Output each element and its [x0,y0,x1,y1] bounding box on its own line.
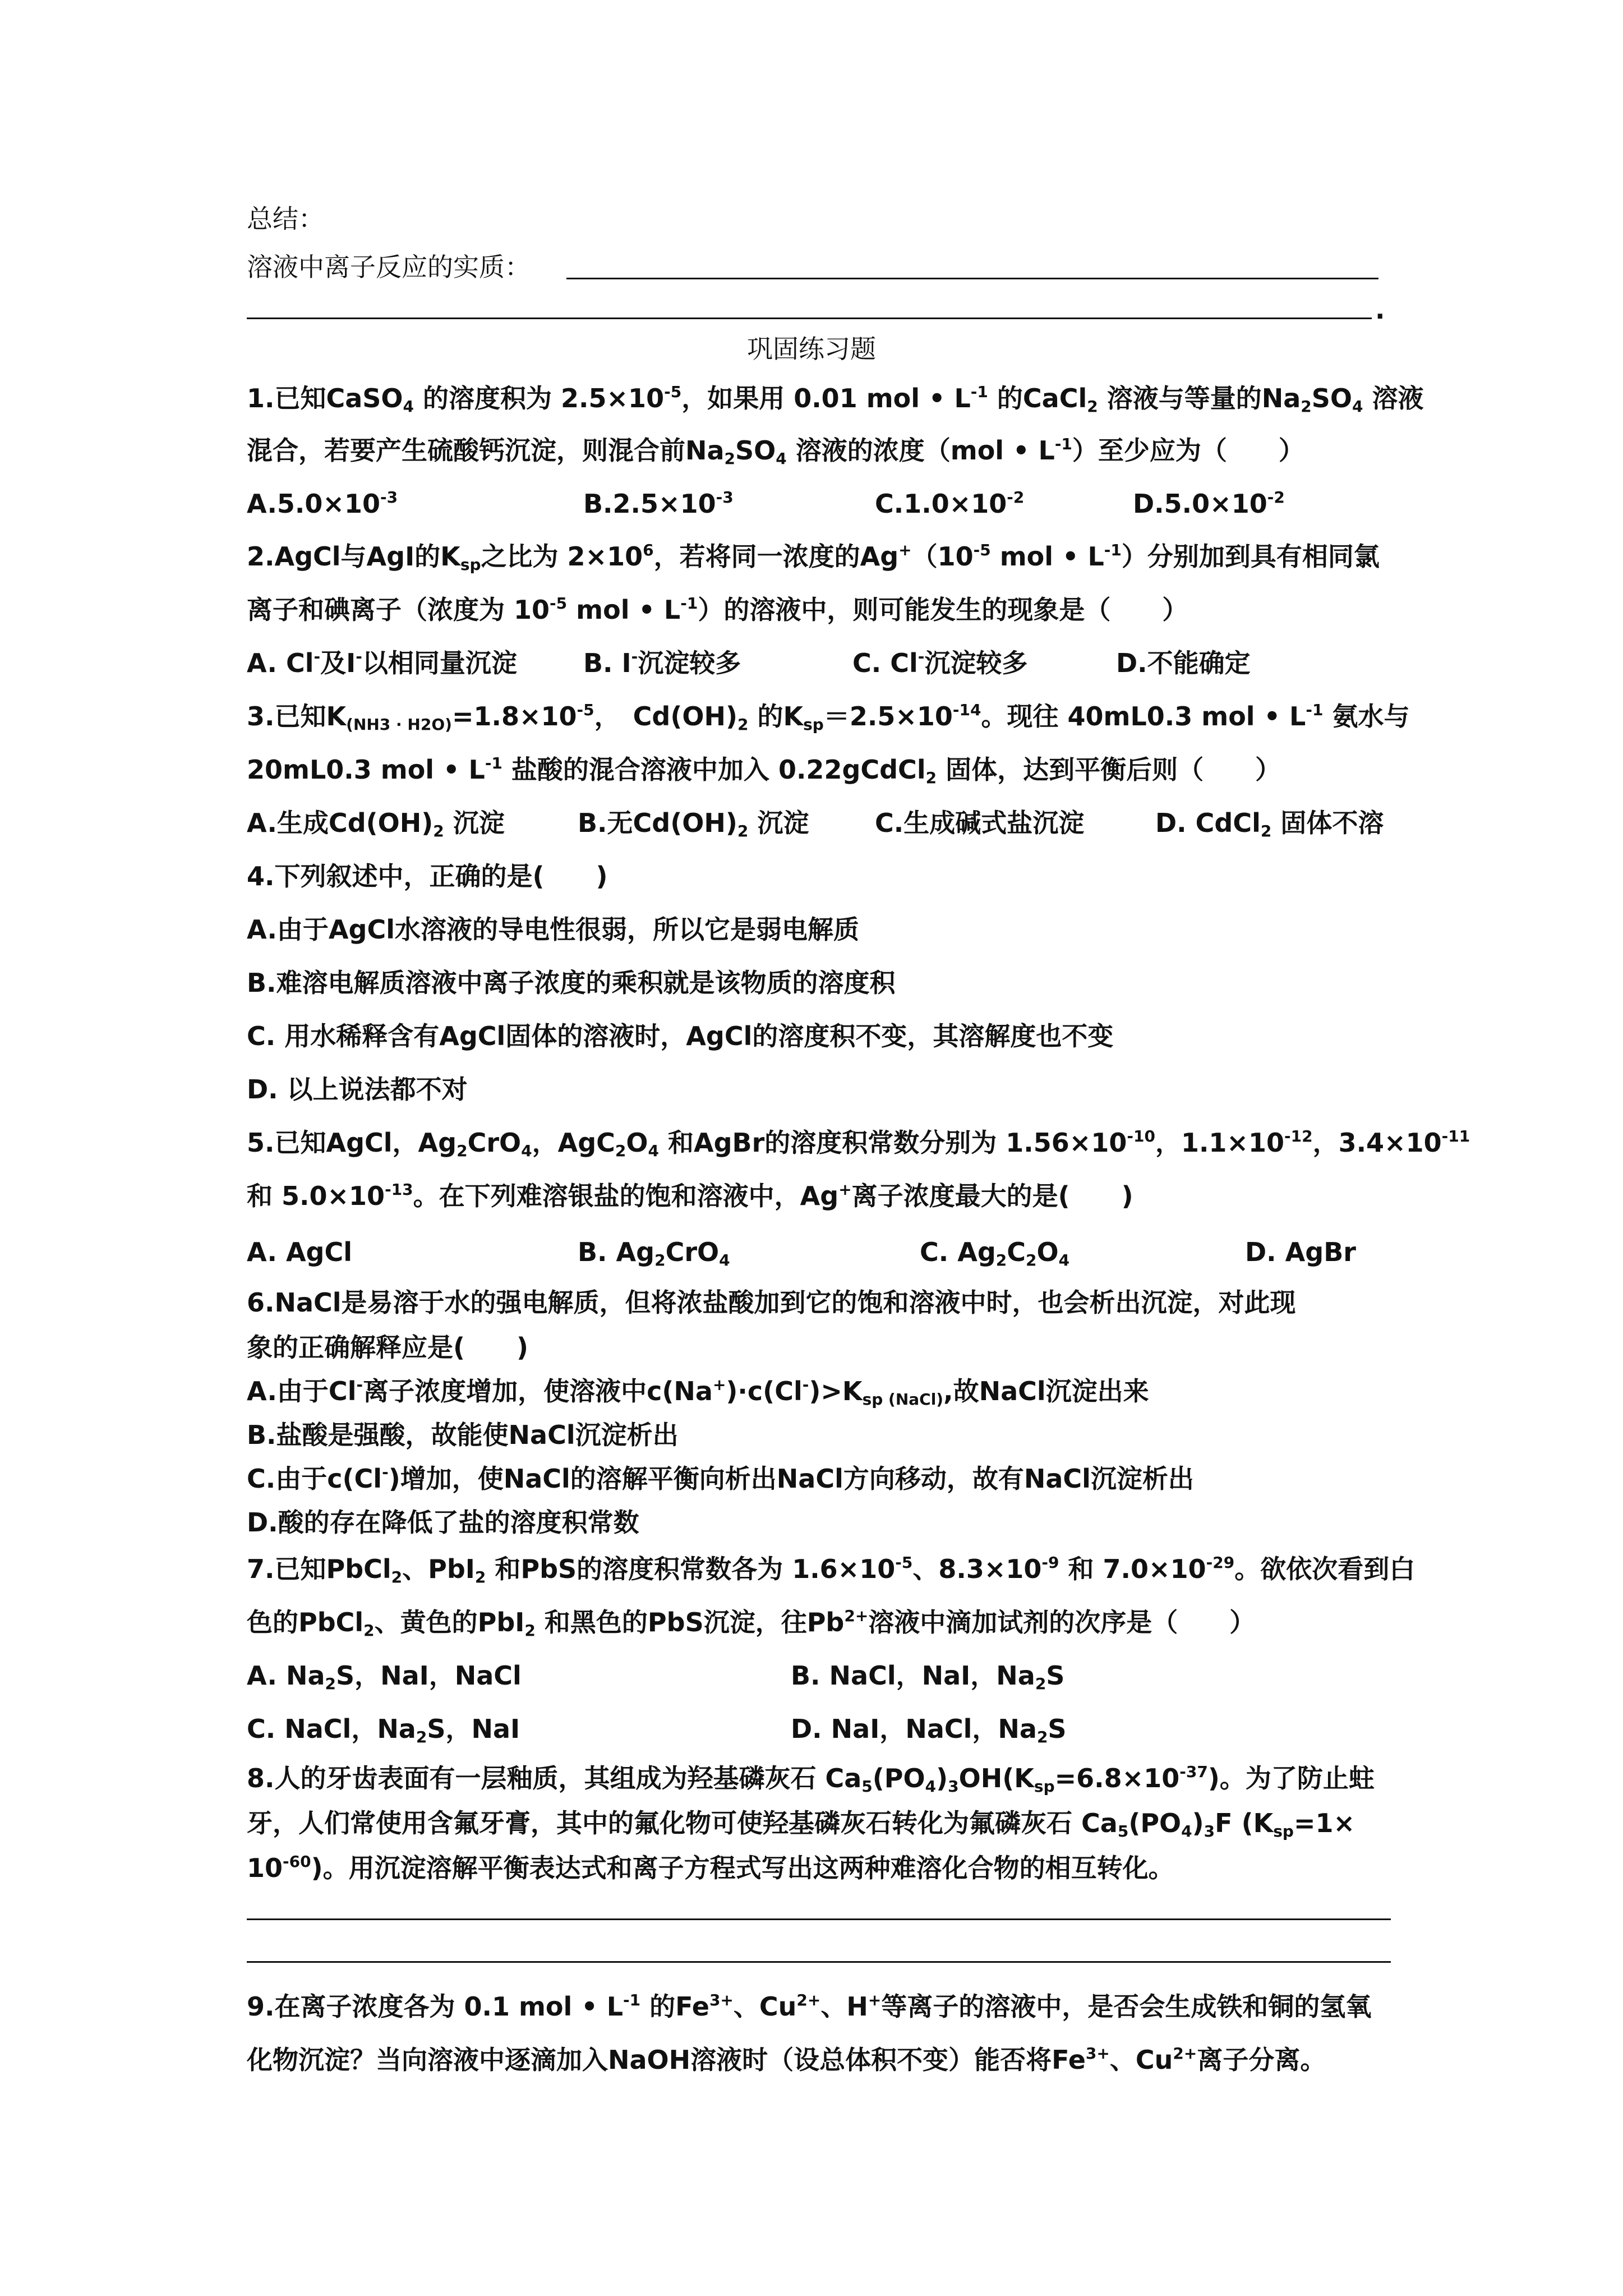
option-d: D. AgBr [1245,1237,1356,1267]
question-6-option-d: D.酸的存在降低了盐的溶度积常数 [247,1507,639,1538]
question-2-line-2: 离子和碘离子（浓度为 $10^{-5}$ mol • $L^{-1}$）的溶液中，则可能发生的现象是（ ） [247,594,1188,625]
question-4-option-d: D. 以上说法都不对 [247,1074,468,1105]
answer-blank-line [247,1961,1391,1963]
question-3-line-2: 20mL0.3 mol • $L^{-1}$ 盐酸的混合溶液中加入 0.22gCdCl$_2$ 固体，达到平衡后则（ ） [247,754,1281,787]
question-1-line-1: 1.已知CaSO$_4$ 的溶度积为 $2.5\times 10^{-5}$，如果用 0.01 mol • $L^{-1}$ 的CaCl$_2$ 溶液与等量的$Na_2SO_4$ 溶液 [247,383,1424,416]
option-b: B. I-沉淀较多 [583,647,741,678]
question-6-line-2: 象的正确解释应是( ) [247,1332,529,1363]
question-8-line-1: 8.人的牙齿表面有一层釉质，其组成为羟基磷灰石 $Ca_5(PO_4)_3OH(K_{sp}=6.8\times 10^{-37})$。为了防止蛀 [247,1763,1375,1796]
question-7-line-1: 7.已知PbCl$_2$、PbI$_2$ 和PbS的溶度积常数各为 $1.6\times 10^{-5}$、$8.3\times 10^{-9}$ 和 $7.0\times 10^{-29}$。欲依次看到白 [247,1553,1415,1586]
option-d: D.不能确定 [1116,648,1251,678]
option-d: D. CdCl$_2$ 固体不溶 [1155,808,1384,840]
question-9-line-1: 9.在离子浓度各为 0.1 mol • $L^{-1}$ 的$Fe^{3+}$、$Cu^{2+}$、H+等离子的溶液中，是否会生成铁和铜的氢氧 [247,1991,1372,2022]
question-6-option-b: B.盐酸是强酸，故能使NaCl沉淀析出 [247,1420,679,1450]
answer-blank-line [247,318,1372,319]
answer-blank-line [247,1918,1391,1920]
question-4-option-b: B.难溶电解质溶液中离子浓度的乘积就是该物质的溶度积 [247,968,896,998]
option-c: $C.1.0\times 10^{-2}$ [875,488,1025,519]
option-a: A. $Na_2S$，NaI，NaCl [247,1660,522,1693]
question-5-line-2: 和 $5.0\times 10^{-13}$。在下列难溶银盐的饱和溶液中，Ag+离子浓度最大的是( ) [247,1180,1133,1211]
option-b: B. $Ag_2CrO_4$ [578,1237,730,1269]
question-1-line-2: 混合，若要产生硫酸钙沉淀，则混合前$Na_2SO_4$ 溶液的浓度（mol • $L^{-1}$）至少应为（ ） [247,435,1304,468]
question-7-line-2: 色的PbCl$_2$、黄色的PbI$_2$ 和黑色的PbS沉淀，往$Pb^{2+}$溶液中滴加试剂的次序是（ ） [247,1607,1256,1640]
option-c: C. NaCl，$Na_2S$，NaI [247,1714,520,1746]
question-9-line-2: 化物沉淀？当向溶液中逐滴加入NaOH溶液时（设总体积不变）能否将$Fe^{3+}$、$Cu^{2+}$离子分离。 [247,2044,1326,2075]
section-title: 巩固练习题 [747,334,876,364]
option-a: A. Cl-及I-以相同量沉淀 [247,647,517,678]
option-c: C. $Ag_2C_2O_4$ [920,1237,1070,1269]
option-b: $B.2.5\times 10^{-3}$ [583,488,734,519]
option-d: D. NaI，NaCl，$Na_2S$ [791,1714,1067,1746]
question-5-line-1: 5.已知AgCl，$Ag_2CrO_4$，$AgC_2O_4$ 和AgBr的溶度积常数分别为 $1.56\times 10^{-10}$，$1.1\times 10^{-12}$，$3.4\times 10^{-11}$ [247,1127,1470,1160]
option-c: C.生成碱式盐沉淀 [875,808,1085,838]
question-2-line-1: 2.AgCl与AgI的$K_{sp}$之比为 $2\times 10^6$，若将同一浓度的$Ag^+(10^{-5}$ mol • $L^{-1}$）分别加到具有相同氯 [247,541,1380,574]
option-b: B.无$Cd(OH)_2$ 沉淀 [578,808,809,840]
question-6-option-a: A.由于Cl-离子浓度增加，使溶液中$c(Na^+)\cdot c(Cl^-)>K_{sp (NaCl)}$,故NaCl沉淀出来 [247,1375,1149,1409]
answer-blank-line [566,278,1378,279]
option-d: $D.5.0\times 10^{-2}$ [1133,488,1285,519]
question-4-option-a: A.由于AgCl水溶液的导电性很弱，所以它是弱电解质 [247,914,859,945]
summary-heading: 总结： [247,204,324,234]
option-a: A. AgCl [247,1237,352,1267]
option-a: $A.5.0\times 10^{-3}$ [247,488,398,519]
question-8-line-3: $10^{-60}$)。用沉淀溶解平衡表达式和离子方程式写出这两种难溶化合物的相互转化。 [247,1852,1174,1883]
question-4-option-c: C. 用水稀释含有AgCl固体的溶液时，AgCl的溶度积不变，其溶解度也不变 [247,1021,1114,1051]
period-mark: . [1375,295,1385,325]
question-4-stem: 4.下列叙述中，正确的是( ) [247,861,608,891]
option-b: B. NaCl，NaI，$Na_2S$ [791,1660,1065,1693]
option-a: A.生成$Cd(OH)_2$ 沉淀 [247,808,505,840]
question-6-line-1: 6.NaCl是易溶于水的强电解质，但将浓盐酸加到它的饱和溶液中时，也会析出沉淀，对此现 [247,1287,1296,1318]
question-3-line-1: 3.已知$K_{(NH3 \cdot H2O)}=1.8\times 10^{-5}$， $Cd(OH)_2$ 的$K_{sp}=2.5\times 10^{-14}$。现往 40mL0.3 mol • $L^{-1}$ 氨水与 [247,701,1410,734]
option-c: C. Cl-沉淀较多 [852,647,1028,678]
question-6-option-c: C.由于c(Cl-)增加，使NaCl的溶解平衡向析出NaCl方向移动，故有NaCl沉淀析出 [247,1463,1194,1494]
summary-prompt: 溶液中离子反应的实质： [247,252,531,282]
question-8-line-2: 牙，人们常使用含氟牙膏，其中的氟化物可使羟基磷灰石转化为氟磷灰石 $Ca_5(PO_4)_3F$ ($K_{sp}=1\times$ [247,1808,1355,1841]
